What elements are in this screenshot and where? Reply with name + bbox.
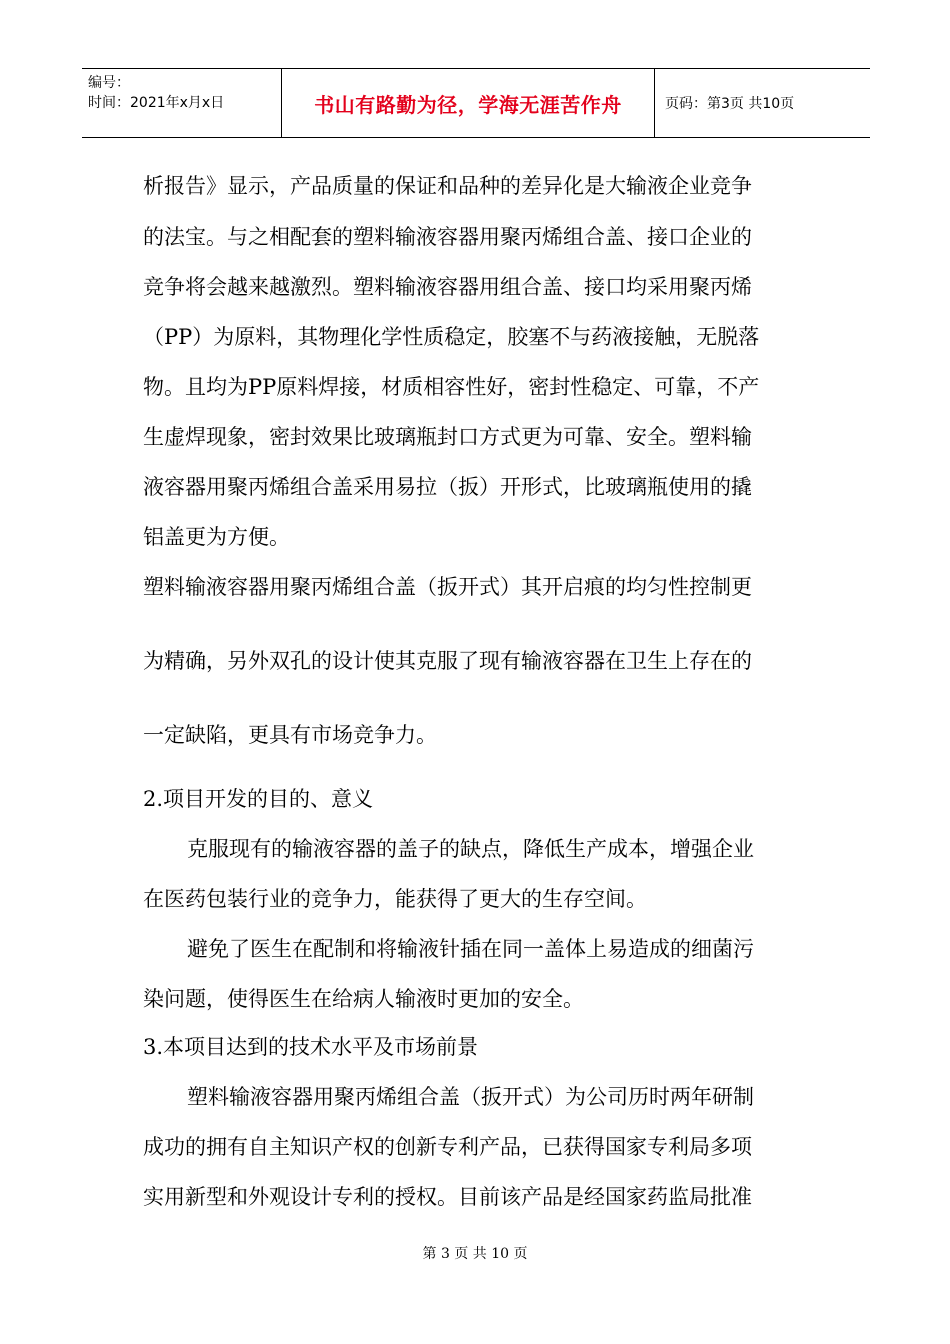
header-info-cell [82, 69, 282, 137]
header-motto-cell [282, 69, 655, 137]
paragraph-line: 避免了医生在配制和将输液针插在同一盖体上易造成的细菌污 [187, 937, 754, 961]
paragraph-line: 析报告》显示，产品质量的保证和品种的差异化是大输液企业竞争 [143, 174, 752, 198]
header-page-cell [655, 69, 870, 137]
paragraph-line: 为精确，另外双孔的设计使其克服了现有输液容器在卫生上存在的 [143, 649, 752, 673]
paragraph-line: 克服现有的输液容器的盖子的缺点，降低生产成本，增强企业 [187, 837, 754, 861]
page-header [82, 68, 870, 138]
paragraph-line: 染问题，使得医生在给病人输液时更加的安全。 [143, 987, 584, 1011]
paragraph-line: 塑料输液容器用聚丙烯组合盖（扳开式）其开启痕的均匀性控制更 [143, 575, 752, 599]
header-page-number: 页码：第3页 共10页 [665, 96, 795, 112]
paragraph-line: 液容器用聚丙烯组合盖采用易拉（扳）开形式，比玻璃瓶使用的撬 [143, 475, 752, 499]
paragraph-line: 塑料输液容器用聚丙烯组合盖（扳开式）为公司历时两年研制 [187, 1085, 754, 1109]
paragraph-line: 生虚焊现象，密封效果比玻璃瓶封口方式更为可靠、安全。塑料输 [143, 425, 752, 449]
paragraph-line: 成功的拥有自主知识产权的创新专利产品，已获得国家专利局多项 [143, 1135, 752, 1159]
paragraph-line: 的法宝。与之相配套的塑料输液容器用聚丙烯组合盖、接口企业的 [143, 225, 752, 249]
paragraph-line: 在医药包装行业的竞争力，能获得了更大的生存空间。 [143, 887, 647, 911]
paragraph-line: 铝盖更为方便。 [143, 525, 290, 549]
paragraph-line: 实用新型和外观设计专利的授权。目前该产品是经国家药监局批准 [143, 1185, 752, 1209]
document-number: 编号： [88, 75, 130, 91]
page-footer: 第 3 页 共 10 页 [422, 1246, 528, 1262]
paragraph-line: （PP）为原料，其物理化学性质稳定，胶塞不与药液接触，无脱落 [143, 325, 760, 349]
document-date: 时间：2021年x月x日 [88, 95, 225, 111]
header-motto: 书山有路勤为径，学海无涯苦作舟 [314, 92, 622, 117]
section-heading: 2.项目开发的目的、意义 [143, 787, 374, 811]
paragraph-line: 一定缺陷，更具有市场竞争力。 [143, 723, 437, 747]
paragraph-line: 物。且均为PP原料焊接，材质相容性好，密封性稳定、可靠，不产 [143, 375, 760, 399]
section-heading: 3.本项目达到的技术水平及市场前景 [143, 1035, 479, 1059]
paragraph-line: 竞争将会越来越激烈。塑料输液容器用组合盖、接口均采用聚丙烯 [143, 275, 752, 299]
